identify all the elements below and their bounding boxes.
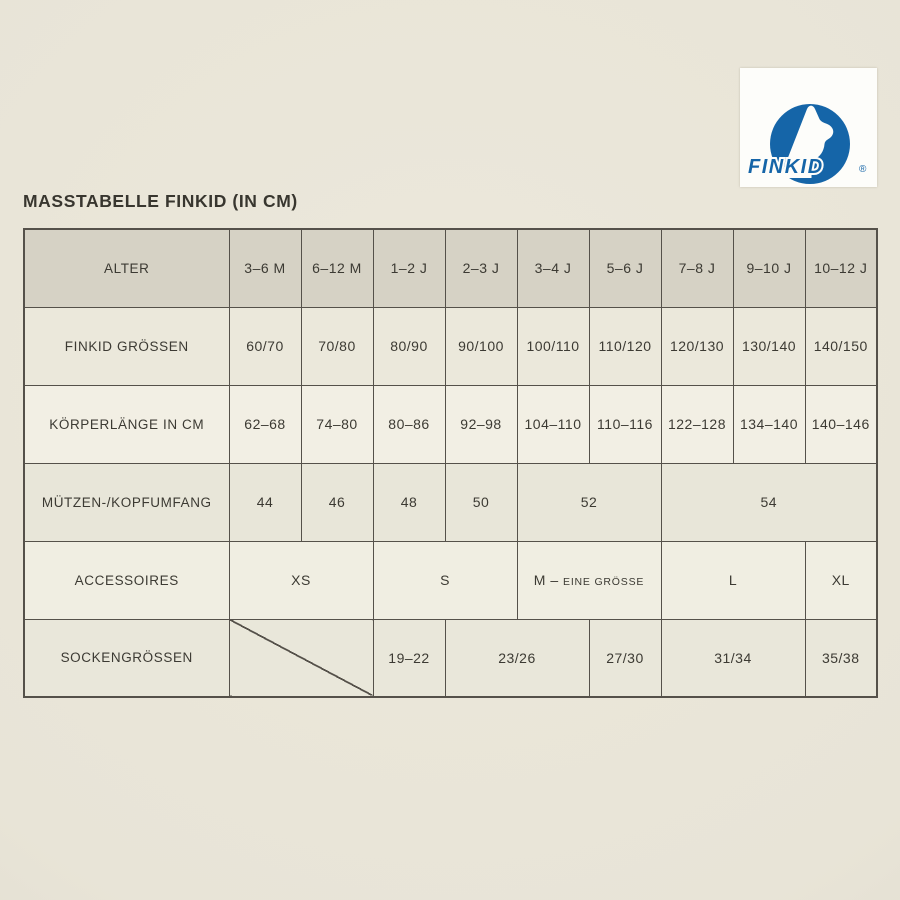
age-column-header: 9–10 J (733, 229, 805, 307)
table-cell: 120/130 (661, 307, 733, 385)
table-cell: 60/70 (229, 307, 301, 385)
table-cell-one-size (517, 541, 661, 619)
row-label-koerperlaenge: KÖRPERLÄNGE IN CM (24, 385, 229, 463)
row-finkid-groessen (24, 307, 877, 385)
table-cell: S (373, 541, 517, 619)
row-kopfumfang (24, 463, 877, 541)
table-cell: 110–116 (589, 385, 661, 463)
table-cell: 140/150 (805, 307, 877, 385)
row-label-accessoires: ACCESSOIRES (24, 541, 229, 619)
table-cell: 50 (445, 463, 517, 541)
table-cell: 48 (373, 463, 445, 541)
table-cell: 80–86 (373, 385, 445, 463)
table-cell: 92–98 (445, 385, 517, 463)
row-label-alter: ALTER (24, 229, 229, 307)
row-label-sockengroessen: SOCKENGRÖSSEN (24, 619, 229, 697)
age-column-header: 1–2 J (373, 229, 445, 307)
registered-trademark-symbol: ® (859, 164, 867, 175)
table-cell: 46 (301, 463, 373, 541)
size-chart-table (23, 228, 878, 698)
one-size-note: EINE GRÖSSE (563, 576, 645, 588)
table-cell: L (661, 541, 805, 619)
finkid-logo (740, 68, 877, 187)
table-cell: XL (805, 541, 877, 619)
table-cell: 130/140 (733, 307, 805, 385)
table-cell: 27/30 (589, 619, 661, 697)
row-label-kopfumfang: MÜTZEN-/KOPFUMFANG (24, 463, 229, 541)
table-cell: 23/26 (445, 619, 589, 697)
logo-wordmark: FINKID (748, 156, 824, 178)
table-cell: 122–128 (661, 385, 733, 463)
page-title: MASSTABELLE FINKID (IN CM) (23, 191, 298, 211)
table-cell: 31/34 (661, 619, 805, 697)
table-cell: 104–110 (517, 385, 589, 463)
age-column-header: 3–6 M (229, 229, 301, 307)
table-cell: 35/38 (805, 619, 877, 697)
table-cell: 110/120 (589, 307, 661, 385)
table-cell: 80/90 (373, 307, 445, 385)
row-accessoires (24, 541, 877, 619)
age-column-header: 2–3 J (445, 229, 517, 307)
age-column-header: 6–12 M (301, 229, 373, 307)
table-cell: 90/100 (445, 307, 517, 385)
age-column-header: 5–6 J (589, 229, 661, 307)
header-row-alter (24, 229, 877, 307)
table-cell: 44 (229, 463, 301, 541)
row-koerperlaenge (24, 385, 877, 463)
table-cell: 134–140 (733, 385, 805, 463)
table-cell: 52 (517, 463, 661, 541)
age-column-header: 7–8 J (661, 229, 733, 307)
age-column-header: 3–4 J (517, 229, 589, 307)
table-cell: 70/80 (301, 307, 373, 385)
diagonal-empty-cell (229, 619, 373, 697)
age-column-header: 10–12 J (805, 229, 877, 307)
finkid-logo-graphic (740, 68, 877, 187)
table-cell: 62–68 (229, 385, 301, 463)
table-cell: 140–146 (805, 385, 877, 463)
table-cell: 54 (661, 463, 877, 541)
table-cell: 100/110 (517, 307, 589, 385)
table-cell: 19–22 (373, 619, 445, 697)
row-label-finkid-groessen: FINKID GRÖSSEN (24, 307, 229, 385)
size-m-label: M – (533, 572, 559, 588)
table-cell: 74–80 (301, 385, 373, 463)
table-cell: XS (229, 541, 373, 619)
row-sockengroessen (24, 619, 877, 697)
